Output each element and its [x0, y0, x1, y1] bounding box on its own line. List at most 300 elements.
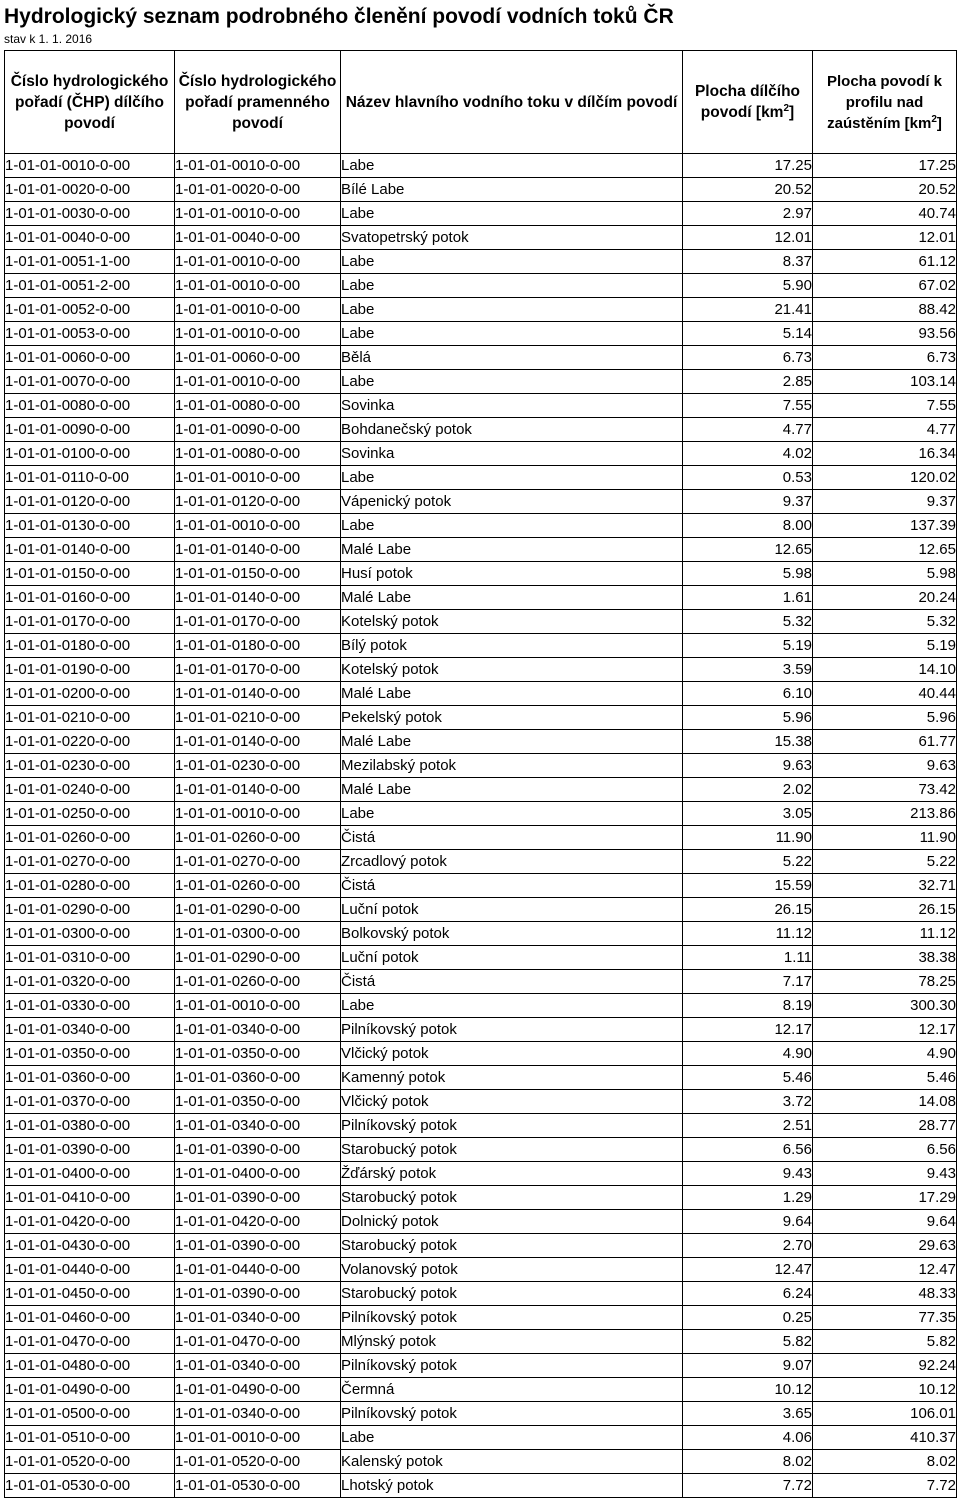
subbasin-area-cell: 9.43 [683, 1162, 813, 1186]
table-body [5, 154, 957, 1498]
cumulative-area-cell: 12.17 [813, 1018, 957, 1042]
header-cumulative-area [813, 51, 957, 154]
subbasin-area-cell: 15.59 [683, 874, 813, 898]
stream-name-cell: Mezilabský potok [341, 754, 683, 778]
chp-subbasin-cell: 1-01-01-0100-0-00 [5, 442, 175, 466]
stream-name-cell: Husí potok [341, 562, 683, 586]
chp-subbasin-cell: 1-01-01-0270-0-00 [5, 850, 175, 874]
chp-source-basin-cell: 1-01-01-0080-0-00 [175, 394, 341, 418]
chp-subbasin-cell: 1-01-01-0330-0-00 [5, 994, 175, 1018]
stream-name-cell: Kalenský potok [341, 1450, 683, 1474]
stream-name-cell: Vlčický potok [341, 1042, 683, 1066]
chp-source-basin-cell: 1-01-01-0530-0-00 [175, 1474, 341, 1498]
stream-name-cell: Labe [341, 274, 683, 298]
subbasin-area-cell: 12.65 [683, 538, 813, 562]
table-row [5, 1258, 957, 1282]
table-row [5, 730, 957, 754]
table-row [5, 898, 957, 922]
cumulative-area-cell: 29.63 [813, 1234, 957, 1258]
chp-source-basin-cell: 1-01-01-0010-0-00 [175, 250, 341, 274]
chp-subbasin-cell: 1-01-01-0470-0-00 [5, 1330, 175, 1354]
stream-name-cell: Kamenný potok [341, 1066, 683, 1090]
chp-source-basin-cell: 1-01-01-0010-0-00 [175, 802, 341, 826]
chp-source-basin-cell: 1-01-01-0260-0-00 [175, 970, 341, 994]
table-row [5, 442, 957, 466]
header-cumulative-area-sup: 2 [931, 113, 937, 125]
header-subbasin-area [683, 51, 813, 154]
stream-name-cell: Čistá [341, 970, 683, 994]
chp-source-basin-cell: 1-01-01-0360-0-00 [175, 1066, 341, 1090]
stream-name-cell: Čistá [341, 826, 683, 850]
table-row [5, 1474, 957, 1498]
stream-name-cell: Bílé Labe [341, 178, 683, 202]
chp-source-basin-cell: 1-01-01-0210-0-00 [175, 706, 341, 730]
chp-subbasin-cell: 1-01-01-0053-0-00 [5, 322, 175, 346]
subbasin-area-cell: 2.51 [683, 1114, 813, 1138]
cumulative-area-cell: 61.12 [813, 250, 957, 274]
stream-name-cell: Pilníkovský potok [341, 1114, 683, 1138]
chp-subbasin-cell: 1-01-01-0370-0-00 [5, 1090, 175, 1114]
cumulative-area-cell: 40.74 [813, 202, 957, 226]
table-row [5, 946, 957, 970]
chp-source-basin-cell: 1-01-01-0290-0-00 [175, 946, 341, 970]
cumulative-area-cell: 5.32 [813, 610, 957, 634]
chp-subbasin-cell: 1-01-01-0380-0-00 [5, 1114, 175, 1138]
header-subbasin-area-close: ] [789, 104, 795, 121]
stream-name-cell: Pilníkovský potok [341, 1018, 683, 1042]
chp-source-basin-cell: 1-01-01-0010-0-00 [175, 994, 341, 1018]
table-row [5, 178, 957, 202]
subbasin-area-cell: 4.06 [683, 1426, 813, 1450]
subbasin-area-cell: 17.25 [683, 154, 813, 178]
chp-subbasin-cell: 1-01-01-0030-0-00 [5, 202, 175, 226]
chp-source-basin-cell: 1-01-01-0010-0-00 [175, 370, 341, 394]
cumulative-area-cell: 12.01 [813, 226, 957, 250]
subbasin-area-cell: 5.22 [683, 850, 813, 874]
subbasin-area-cell: 3.05 [683, 802, 813, 826]
cumulative-area-cell: 120.02 [813, 466, 957, 490]
cumulative-area-cell: 78.25 [813, 970, 957, 994]
chp-source-basin-cell: 1-01-01-0150-0-00 [175, 562, 341, 586]
chp-source-basin-cell: 1-01-01-0350-0-00 [175, 1042, 341, 1066]
table-row [5, 586, 957, 610]
table-row [5, 706, 957, 730]
chp-source-basin-cell: 1-01-01-0140-0-00 [175, 778, 341, 802]
subbasin-area-cell: 0.25 [683, 1306, 813, 1330]
chp-subbasin-cell: 1-01-01-0310-0-00 [5, 946, 175, 970]
chp-source-basin-cell: 1-01-01-0120-0-00 [175, 490, 341, 514]
chp-subbasin-cell: 1-01-01-0500-0-00 [5, 1402, 175, 1426]
chp-subbasin-cell: 1-01-01-0280-0-00 [5, 874, 175, 898]
chp-subbasin-cell: 1-01-01-0020-0-00 [5, 178, 175, 202]
table-row [5, 682, 957, 706]
stream-name-cell: Dolnický potok [341, 1210, 683, 1234]
subbasin-area-cell: 2.97 [683, 202, 813, 226]
table-row [5, 1138, 957, 1162]
chp-subbasin-cell: 1-01-01-0140-0-00 [5, 538, 175, 562]
cumulative-area-cell: 61.77 [813, 730, 957, 754]
table-row [5, 802, 957, 826]
chp-source-basin-cell: 1-01-01-0090-0-00 [175, 418, 341, 442]
stream-name-cell: Bílý potok [341, 634, 683, 658]
subbasin-area-cell: 6.24 [683, 1282, 813, 1306]
chp-subbasin-cell: 1-01-01-0250-0-00 [5, 802, 175, 826]
subbasin-area-cell: 9.63 [683, 754, 813, 778]
chp-source-basin-cell: 1-01-01-0080-0-00 [175, 442, 341, 466]
chp-subbasin-cell: 1-01-01-0530-0-00 [5, 1474, 175, 1498]
subbasin-area-cell: 0.53 [683, 466, 813, 490]
stream-name-cell: Sovinka [341, 442, 683, 466]
table-row [5, 874, 957, 898]
stream-name-cell: Labe [341, 322, 683, 346]
chp-subbasin-cell: 1-01-01-0110-0-00 [5, 466, 175, 490]
cumulative-area-cell: 32.71 [813, 874, 957, 898]
stream-name-cell: Čistá [341, 874, 683, 898]
chp-subbasin-cell: 1-01-01-0200-0-00 [5, 682, 175, 706]
stream-name-cell: Starobucký potok [341, 1186, 683, 1210]
chp-subbasin-cell: 1-01-01-0210-0-00 [5, 706, 175, 730]
subbasin-area-cell: 1.29 [683, 1186, 813, 1210]
chp-subbasin-cell: 1-01-01-0420-0-00 [5, 1210, 175, 1234]
table-row [5, 1018, 957, 1042]
chp-subbasin-cell: 1-01-01-0180-0-00 [5, 634, 175, 658]
chp-subbasin-cell: 1-01-01-0190-0-00 [5, 658, 175, 682]
stream-name-cell: Starobucký potok [341, 1138, 683, 1162]
table-row [5, 658, 957, 682]
stream-name-cell: Labe [341, 154, 683, 178]
chp-source-basin-cell: 1-01-01-0010-0-00 [175, 514, 341, 538]
chp-source-basin-cell: 1-01-01-0520-0-00 [175, 1450, 341, 1474]
chp-source-basin-cell: 1-01-01-0180-0-00 [175, 634, 341, 658]
stream-name-cell: Luční potok [341, 898, 683, 922]
table-row [5, 1354, 957, 1378]
cumulative-area-cell: 88.42 [813, 298, 957, 322]
chp-subbasin-cell: 1-01-01-0120-0-00 [5, 490, 175, 514]
chp-subbasin-cell: 1-01-01-0052-0-00 [5, 298, 175, 322]
stream-name-cell: Labe [341, 802, 683, 826]
cumulative-area-cell: 14.08 [813, 1090, 957, 1114]
table-row [5, 922, 957, 946]
chp-source-basin-cell: 1-01-01-0010-0-00 [175, 202, 341, 226]
subbasin-area-cell: 5.46 [683, 1066, 813, 1090]
table-row [5, 1066, 957, 1090]
hydrology-table [4, 50, 957, 1498]
header-subbasin-area-text: Plocha dílčího povodí [km [694, 83, 801, 121]
subbasin-area-cell: 2.70 [683, 1234, 813, 1258]
table-row [5, 1162, 957, 1186]
chp-source-basin-cell: 1-01-01-0170-0-00 [175, 658, 341, 682]
chp-subbasin-cell: 1-01-01-0090-0-00 [5, 418, 175, 442]
table-row [5, 1450, 957, 1474]
stream-name-cell: Labe [341, 298, 683, 322]
cumulative-area-cell: 9.63 [813, 754, 957, 778]
subbasin-area-cell: 12.01 [683, 226, 813, 250]
subbasin-area-cell: 11.90 [683, 826, 813, 850]
chp-source-basin-cell: 1-01-01-0440-0-00 [175, 1258, 341, 1282]
stream-name-cell: Labe [341, 1426, 683, 1450]
cumulative-area-cell: 6.73 [813, 346, 957, 370]
chp-subbasin-cell: 1-01-01-0430-0-00 [5, 1234, 175, 1258]
cumulative-area-cell: 20.52 [813, 178, 957, 202]
cumulative-area-cell: 73.42 [813, 778, 957, 802]
subbasin-area-cell: 1.61 [683, 586, 813, 610]
stream-name-cell: Malé Labe [341, 730, 683, 754]
chp-subbasin-cell: 1-01-01-0320-0-00 [5, 970, 175, 994]
cumulative-area-cell: 5.22 [813, 850, 957, 874]
stream-name-cell: Žďárský potok [341, 1162, 683, 1186]
chp-source-basin-cell: 1-01-01-0390-0-00 [175, 1186, 341, 1210]
chp-source-basin-cell: 1-01-01-0400-0-00 [175, 1162, 341, 1186]
chp-subbasin-cell: 1-01-01-0480-0-00 [5, 1354, 175, 1378]
subbasin-area-cell: 5.32 [683, 610, 813, 634]
stream-name-cell: Luční potok [341, 946, 683, 970]
subbasin-area-cell: 7.55 [683, 394, 813, 418]
table-row [5, 970, 957, 994]
page-title: Hydrologický seznam podrobného členění povodí vodních toků ČR [4, 5, 674, 28]
subbasin-area-cell: 3.72 [683, 1090, 813, 1114]
stream-name-cell: Malé Labe [341, 538, 683, 562]
chp-subbasin-cell: 1-01-01-0160-0-00 [5, 586, 175, 610]
stream-name-cell: Labe [341, 994, 683, 1018]
table-row [5, 1402, 957, 1426]
chp-subbasin-cell: 1-01-01-0010-0-00 [5, 154, 175, 178]
chp-subbasin-cell: 1-01-01-0080-0-00 [5, 394, 175, 418]
stream-name-cell: Labe [341, 250, 683, 274]
subbasin-area-cell: 9.64 [683, 1210, 813, 1234]
cumulative-area-cell: 48.33 [813, 1282, 957, 1306]
table-row [5, 1330, 957, 1354]
cumulative-area-cell: 20.24 [813, 586, 957, 610]
chp-subbasin-cell: 1-01-01-0040-0-00 [5, 226, 175, 250]
cumulative-area-cell: 77.35 [813, 1306, 957, 1330]
chp-subbasin-cell: 1-01-01-0340-0-00 [5, 1018, 175, 1042]
chp-subbasin-cell: 1-01-01-0170-0-00 [5, 610, 175, 634]
chp-source-basin-cell: 1-01-01-0470-0-00 [175, 1330, 341, 1354]
table-row [5, 1306, 957, 1330]
cumulative-area-cell: 213.86 [813, 802, 957, 826]
chp-subbasin-cell: 1-01-01-0490-0-00 [5, 1378, 175, 1402]
cumulative-area-cell: 9.37 [813, 490, 957, 514]
cumulative-area-cell: 12.65 [813, 538, 957, 562]
stream-name-cell: Mlýnský potok [341, 1330, 683, 1354]
subbasin-area-cell: 9.37 [683, 490, 813, 514]
chp-source-basin-cell: 1-01-01-0340-0-00 [175, 1114, 341, 1138]
chp-subbasin-cell: 1-01-01-0450-0-00 [5, 1282, 175, 1306]
table-row [5, 1426, 957, 1450]
subbasin-area-cell: 9.07 [683, 1354, 813, 1378]
table-row [5, 202, 957, 226]
subbasin-area-cell: 12.17 [683, 1018, 813, 1042]
table-header-row [5, 51, 957, 154]
chp-source-basin-cell: 1-01-01-0140-0-00 [175, 586, 341, 610]
stream-name-cell: Labe [341, 202, 683, 226]
cumulative-area-cell: 7.72 [813, 1474, 957, 1498]
subbasin-area-cell: 2.02 [683, 778, 813, 802]
chp-subbasin-cell: 1-01-01-0520-0-00 [5, 1450, 175, 1474]
subbasin-area-cell: 5.19 [683, 634, 813, 658]
header-cumulative-area-close: ] [936, 114, 942, 132]
chp-source-basin-cell: 1-01-01-0290-0-00 [175, 898, 341, 922]
cumulative-area-cell: 40.44 [813, 682, 957, 706]
subbasin-area-cell: 12.47 [683, 1258, 813, 1282]
stream-name-cell: Bolkovský potok [341, 922, 683, 946]
stream-name-cell: Sovinka [341, 394, 683, 418]
stream-name-cell: Kotelský potok [341, 610, 683, 634]
table-row [5, 394, 957, 418]
cumulative-area-cell: 14.10 [813, 658, 957, 682]
chp-source-basin-cell: 1-01-01-0170-0-00 [175, 610, 341, 634]
chp-source-basin-cell: 1-01-01-0350-0-00 [175, 1090, 341, 1114]
stream-name-cell: Lhotský potok [341, 1474, 683, 1498]
chp-subbasin-cell: 1-01-01-0350-0-00 [5, 1042, 175, 1066]
page-subtitle: stav k 1. 1. 2016 [4, 32, 93, 46]
chp-source-basin-cell: 1-01-01-0390-0-00 [175, 1234, 341, 1258]
cumulative-area-cell: 38.38 [813, 946, 957, 970]
cumulative-area-cell: 9.64 [813, 1210, 957, 1234]
subbasin-area-cell: 26.15 [683, 898, 813, 922]
cumulative-area-cell: 11.12 [813, 922, 957, 946]
chp-source-basin-cell: 1-01-01-0010-0-00 [175, 322, 341, 346]
chp-source-basin-cell: 1-01-01-0010-0-00 [175, 154, 341, 178]
table-row [5, 1378, 957, 1402]
cumulative-area-cell: 5.19 [813, 634, 957, 658]
cumulative-area-cell: 106.01 [813, 1402, 957, 1426]
stream-name-cell: Starobucký potok [341, 1282, 683, 1306]
subbasin-area-cell: 8.00 [683, 514, 813, 538]
subbasin-area-cell: 8.19 [683, 994, 813, 1018]
chp-subbasin-cell: 1-01-01-0130-0-00 [5, 514, 175, 538]
stream-name-cell: Svatopetrský potok [341, 226, 683, 250]
chp-subbasin-cell: 1-01-01-0051-1-00 [5, 250, 175, 274]
stream-name-cell: Vlčický potok [341, 1090, 683, 1114]
chp-source-basin-cell: 1-01-01-0390-0-00 [175, 1138, 341, 1162]
stream-name-cell: Labe [341, 466, 683, 490]
chp-source-basin-cell: 1-01-01-0340-0-00 [175, 1402, 341, 1426]
chp-subbasin-cell: 1-01-01-0300-0-00 [5, 922, 175, 946]
header-subbasin-area-sup: 2 [783, 102, 790, 114]
chp-source-basin-cell: 1-01-01-0260-0-00 [175, 874, 341, 898]
cumulative-area-cell: 4.77 [813, 418, 957, 442]
stream-name-cell: Malé Labe [341, 682, 683, 706]
stream-name-cell: Bělá [341, 346, 683, 370]
chp-source-basin-cell: 1-01-01-0340-0-00 [175, 1354, 341, 1378]
chp-source-basin-cell: 1-01-01-0340-0-00 [175, 1018, 341, 1042]
chp-subbasin-cell: 1-01-01-0440-0-00 [5, 1258, 175, 1282]
stream-name-cell: Pilníkovský potok [341, 1354, 683, 1378]
chp-subbasin-cell: 1-01-01-0290-0-00 [5, 898, 175, 922]
chp-source-basin-cell: 1-01-01-0340-0-00 [175, 1306, 341, 1330]
table-row [5, 346, 957, 370]
table-row [5, 1234, 957, 1258]
chp-source-basin-cell: 1-01-01-0420-0-00 [175, 1210, 341, 1234]
chp-subbasin-cell: 1-01-01-0240-0-00 [5, 778, 175, 802]
chp-subbasin-cell: 1-01-01-0460-0-00 [5, 1306, 175, 1330]
header-cumulative-area-text: Plocha povodí k profilu nad zaústěním [km [826, 72, 943, 132]
chp-source-basin-cell: 1-01-01-0140-0-00 [175, 682, 341, 706]
cumulative-area-cell: 5.96 [813, 706, 957, 730]
subbasin-area-cell: 21.41 [683, 298, 813, 322]
cumulative-area-cell: 410.37 [813, 1426, 957, 1450]
table-row [5, 418, 957, 442]
header-main-stream-name: Název hlavního vodního toku v dílčím povodí [341, 51, 683, 154]
subbasin-area-cell: 7.17 [683, 970, 813, 994]
cumulative-area-cell: 7.55 [813, 394, 957, 418]
chp-subbasin-cell: 1-01-01-0360-0-00 [5, 1066, 175, 1090]
table-row [5, 322, 957, 346]
subbasin-area-cell: 1.11 [683, 946, 813, 970]
table-row [5, 1042, 957, 1066]
subbasin-area-cell: 7.72 [683, 1474, 813, 1498]
cumulative-area-cell: 5.98 [813, 562, 957, 586]
table-row [5, 226, 957, 250]
stream-name-cell: Labe [341, 514, 683, 538]
chp-subbasin-cell: 1-01-01-0051-2-00 [5, 274, 175, 298]
table-row [5, 826, 957, 850]
chp-source-basin-cell: 1-01-01-0010-0-00 [175, 298, 341, 322]
header-chp-subbasin: Číslo hydrologického pořadí (ČHP) dílčího povodí [5, 51, 175, 154]
table-row [5, 778, 957, 802]
stream-name-cell: Labe [341, 370, 683, 394]
subbasin-area-cell: 3.65 [683, 1402, 813, 1426]
cumulative-area-cell: 10.12 [813, 1378, 957, 1402]
table-row [5, 610, 957, 634]
cumulative-area-cell: 93.56 [813, 322, 957, 346]
table-row [5, 994, 957, 1018]
subbasin-area-cell: 2.85 [683, 370, 813, 394]
chp-source-basin-cell: 1-01-01-0390-0-00 [175, 1282, 341, 1306]
stream-name-cell: Vápenický potok [341, 490, 683, 514]
chp-source-basin-cell: 1-01-01-0270-0-00 [175, 850, 341, 874]
stream-name-cell: Malé Labe [341, 778, 683, 802]
stream-name-cell: Volanovský potok [341, 1258, 683, 1282]
cumulative-area-cell: 17.29 [813, 1186, 957, 1210]
table-row [5, 562, 957, 586]
chp-subbasin-cell: 1-01-01-0510-0-00 [5, 1426, 175, 1450]
table-row [5, 634, 957, 658]
chp-source-basin-cell: 1-01-01-0300-0-00 [175, 922, 341, 946]
cumulative-area-cell: 103.14 [813, 370, 957, 394]
cumulative-area-cell: 67.02 [813, 274, 957, 298]
chp-subbasin-cell: 1-01-01-0070-0-00 [5, 370, 175, 394]
chp-subbasin-cell: 1-01-01-0060-0-00 [5, 346, 175, 370]
table-row [5, 1114, 957, 1138]
stream-name-cell: Bohdanečský potok [341, 418, 683, 442]
cumulative-area-cell: 16.34 [813, 442, 957, 466]
subbasin-area-cell: 8.02 [683, 1450, 813, 1474]
chp-subbasin-cell: 1-01-01-0390-0-00 [5, 1138, 175, 1162]
table-row [5, 466, 957, 490]
table-row [5, 1186, 957, 1210]
cumulative-area-cell: 6.56 [813, 1138, 957, 1162]
subbasin-area-cell: 8.37 [683, 250, 813, 274]
cumulative-area-cell: 11.90 [813, 826, 957, 850]
subbasin-area-cell: 6.10 [683, 682, 813, 706]
chp-source-basin-cell: 1-01-01-0010-0-00 [175, 1426, 341, 1450]
table-row [5, 850, 957, 874]
cumulative-area-cell: 26.15 [813, 898, 957, 922]
chp-subbasin-cell: 1-01-01-0410-0-00 [5, 1186, 175, 1210]
chp-source-basin-cell: 1-01-01-0260-0-00 [175, 826, 341, 850]
table-row [5, 754, 957, 778]
subbasin-area-cell: 4.90 [683, 1042, 813, 1066]
subbasin-area-cell: 10.12 [683, 1378, 813, 1402]
subbasin-area-cell: 5.82 [683, 1330, 813, 1354]
chp-source-basin-cell: 1-01-01-0060-0-00 [175, 346, 341, 370]
stream-name-cell: Pekelský potok [341, 706, 683, 730]
cumulative-area-cell: 12.47 [813, 1258, 957, 1282]
table-row [5, 1210, 957, 1234]
cumulative-area-cell: 28.77 [813, 1114, 957, 1138]
